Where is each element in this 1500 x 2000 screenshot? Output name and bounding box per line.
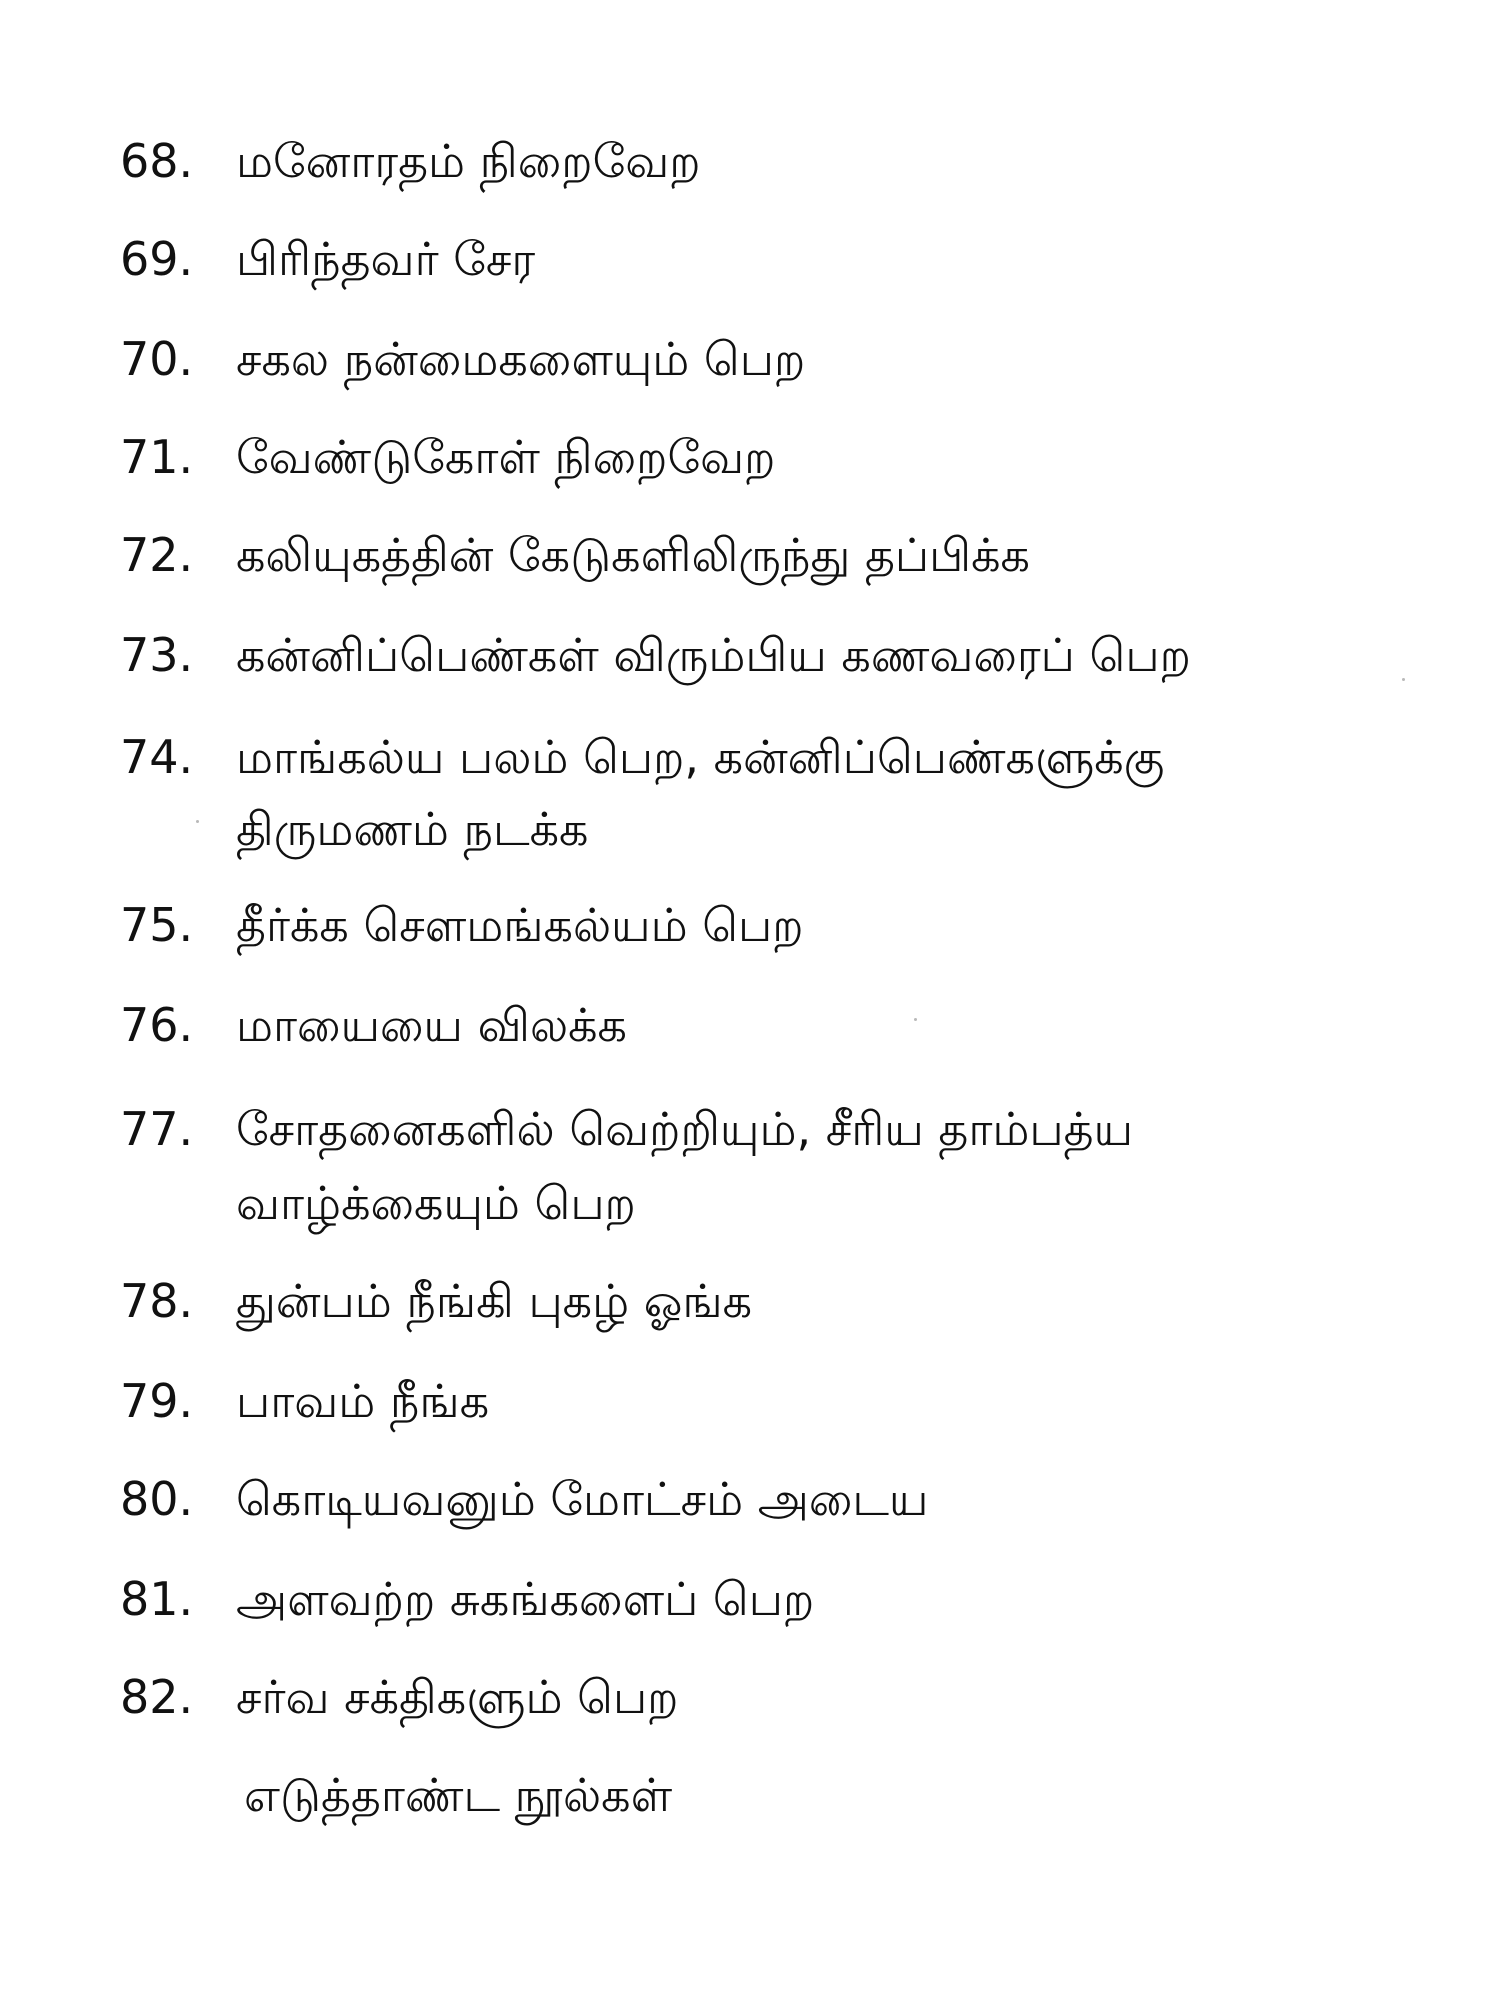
item-number: 73. (120, 628, 194, 682)
item-text: பிரிந்தவர் சேர (236, 232, 536, 286)
item-number: 68. (120, 134, 194, 188)
item-number: 70. (120, 332, 194, 386)
item-text: தீர்க்க சௌமங்கல்யம் பெற (236, 898, 804, 952)
item-text: வேண்டுகோள் நிறைவேற (236, 430, 776, 484)
item-text: மாயையை விலக்க (236, 998, 627, 1052)
item-text: துன்பம் நீங்கி புகழ் ஓங்க (236, 1274, 753, 1328)
item-text: கொடியவனும் மோட்சம் அடைய (236, 1472, 929, 1526)
item-text: கன்னிப்பெண்கள் விரும்பிய கணவரைப் பெற (236, 628, 1191, 682)
item-number: 71. (120, 430, 194, 484)
item-number: 78. (120, 1274, 194, 1328)
item-text: மாங்கல்ய பலம் பெற, கன்னிப்பெண்களுக்கு (236, 730, 1165, 784)
item-number: 69. (120, 232, 194, 286)
item-number: 77. (120, 1102, 194, 1156)
scan-speck (914, 1018, 917, 1021)
item-text-continuation: திருமணம் நடக்க (236, 802, 589, 856)
item-number: 75. (120, 898, 194, 952)
item-text-continuation: வாழ்க்கையும் பெற (236, 1176, 636, 1230)
item-number: 79. (120, 1374, 194, 1428)
item-number: 82. (120, 1670, 194, 1724)
item-text: சர்வ சக்திகளும் பெற (236, 1670, 679, 1724)
item-number: 74. (120, 730, 194, 784)
item-number: 81. (120, 1572, 194, 1626)
item-number: 80. (120, 1472, 194, 1526)
item-text: மனோரதம் நிறைவேற (236, 134, 701, 188)
item-number: 72. (120, 528, 194, 582)
item-text: கலியுகத்தின் கேடுகளிலிருந்து தப்பிக்க (236, 528, 1030, 582)
item-text: அளவற்ற சுகங்களைப் பெற (236, 1572, 815, 1626)
item-number: 76. (120, 998, 194, 1052)
scan-speck (196, 820, 199, 823)
item-text: சகல நன்மைகளையும் பெற (236, 332, 806, 386)
scan-speck (1402, 678, 1405, 681)
references-heading: எடுத்தாண்ட நூல்கள் (244, 1768, 673, 1822)
item-text: பாவம் நீங்க (236, 1374, 490, 1428)
item-text: சோதனைகளில் வெற்றியும், சீரிய தாம்பத்ய (236, 1102, 1134, 1156)
